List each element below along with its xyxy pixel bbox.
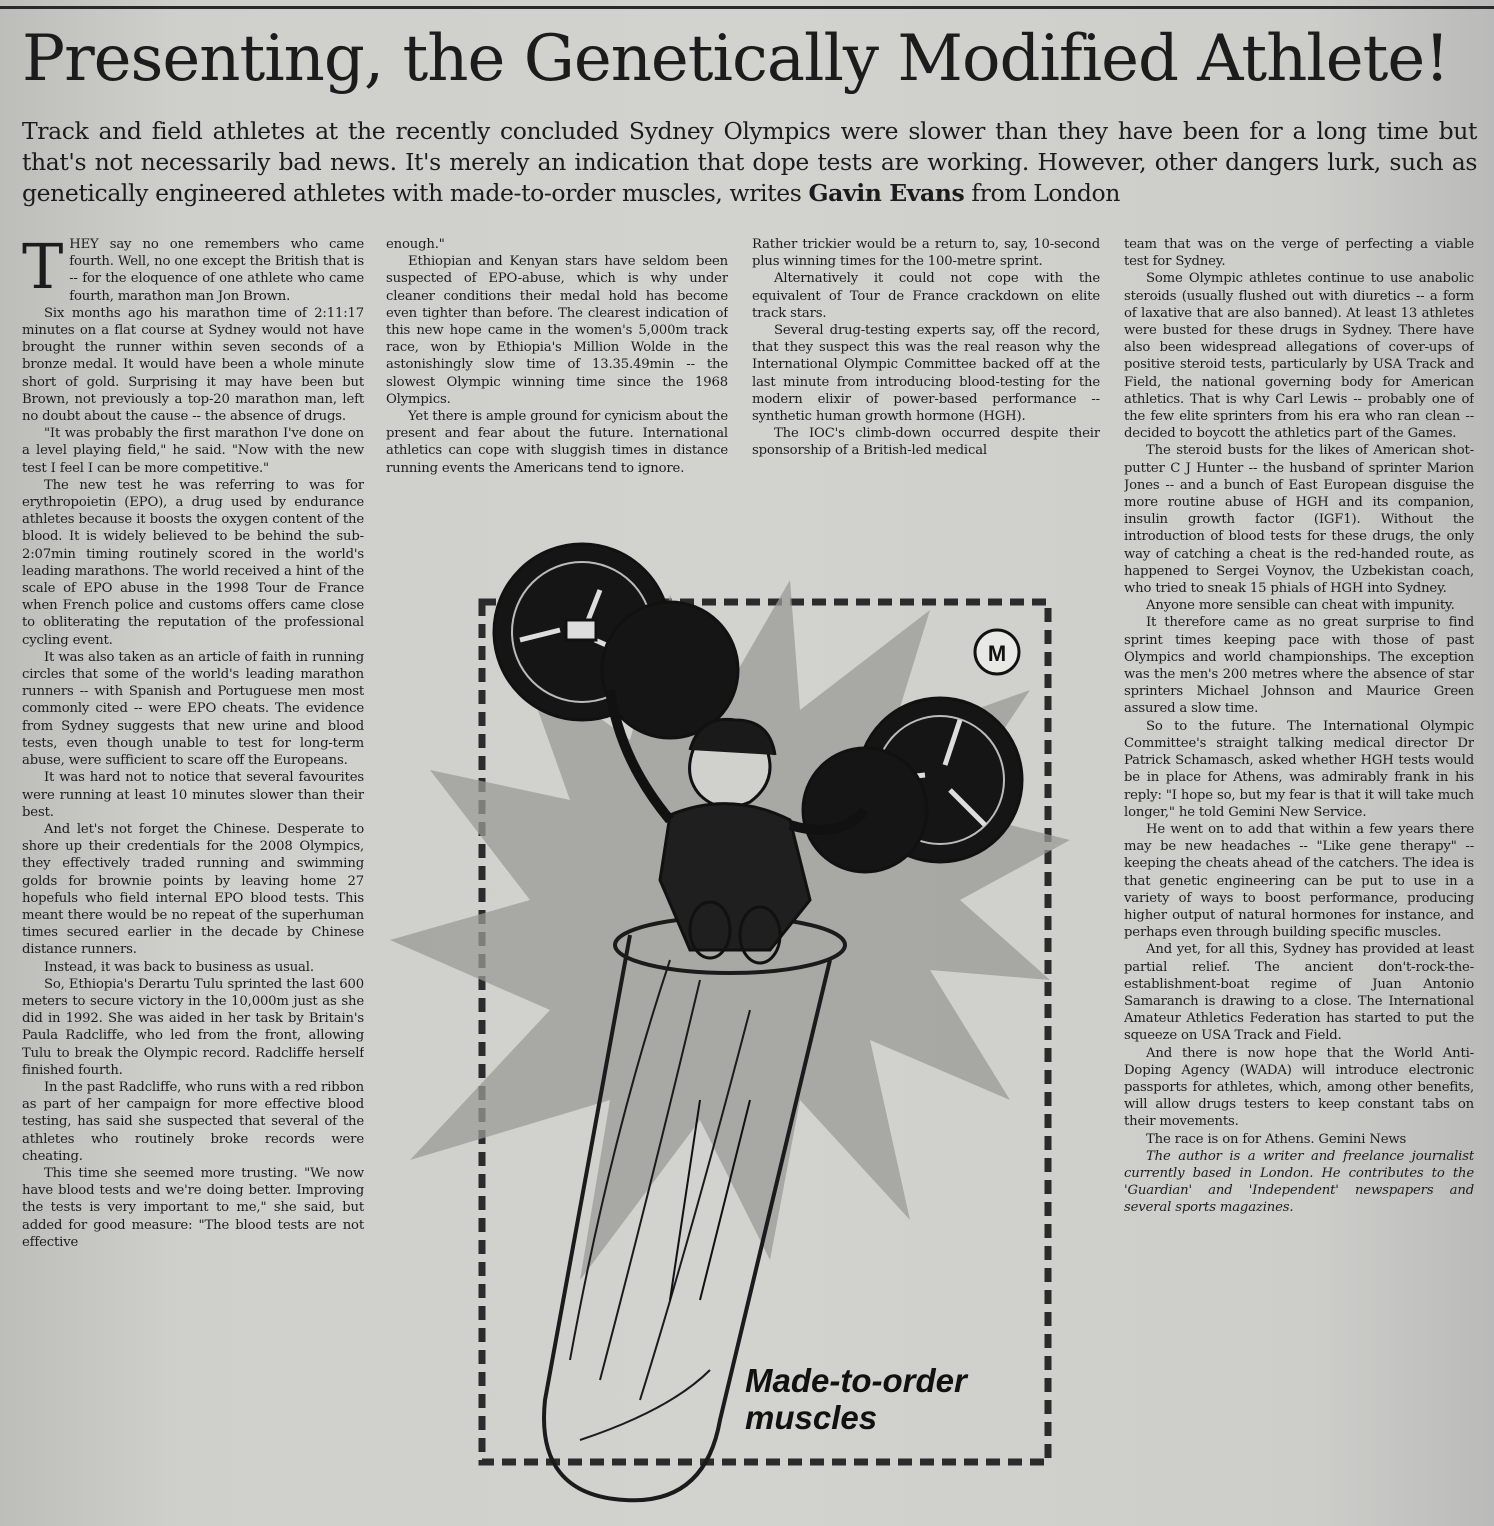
paragraph: Anyone more sensible can cheat with impunity. (1146, 598, 1455, 614)
illustration-caption (745, 1362, 1065, 1436)
paragraph: It therefore came as no great surprise to find sprint times keeping pace with those of past Olympics and world championships. The exception was the men's 200 metres where the absence of star sprinters Michael Johnson and Maurice Green assured a slow time. (1124, 615, 1474, 717)
column-1 (22, 236, 364, 1526)
top-rule (0, 6, 1494, 9)
column-2 (386, 236, 728, 536)
caption-line-1: Made-to-order (745, 1362, 967, 1399)
paragraph: And let's not forget the Chinese. Desperate to shore up their credentials for the 2008 Olympics, they effectively traded running and swimming golds for brownie points by leaving home 27 hopefuls who field internal EPO blood tests. This meant there would be no repeat of the superhuman times secured earlier in the decade by Chinese distance runners. (22, 821, 364, 958)
paragraph: Alternatively it could not cope with the equivalent of Tour de France crackdown on elite track stars. (752, 271, 1100, 321)
paragraph: Six months ago his marathon time of 2:11:17 minutes on a flat course at Sydney would not have brought the runner within seven seconds of a bronze medal. It would have been a whole minute short of gold. Surprising it may have been but Brown, not previously a top-20 marathon man, left no doubt about the cause -- the absence of drugs. (22, 305, 364, 425)
paragraph: The race is on for Athens. Gemini News (1146, 1131, 1407, 1147)
column-3 (752, 236, 1100, 536)
drop-cap: T (22, 236, 64, 303)
headline: Presenting, the Genetically Modified Athlete! (22, 22, 1449, 96)
paragraph: Ethiopian and Kenyan stars have seldom been suspected of EPO-abuse, which is why under cleaner conditions their medal hold has become even tighter than before. The clearest indication of this new hope came in the women's 5,000m track race, won by Ethiopia's Million Wolde in the astonishingly slow time of 13.35.49min -- the slowest Olympic winning time since the 1968 Olympics. (386, 254, 728, 407)
author-name: Gavin Evans (808, 179, 965, 207)
paragraph: THEY say no one remembers who came fourth. Well, no one except the British that is -- for the eloquence of one athlete who came fourth, marathon man Jon Brown. (22, 236, 364, 304)
standfirst-text: Track and field athletes at the recently concluded Sydney Olympics were slower than they have been for a long time but that's not necessarily bad news. It's merely an indication that dope tests are working. However, other dangers lurk, such as genetically engineered athletes with made-to-order muscles, writes (22, 117, 1477, 207)
paragraph: And there is now hope that the World Anti-Doping Agency (WADA) will introduce electronic passports for athletes, which, among other benefits, will allow drugs testers to keep constant tabs on their movements. (1124, 1045, 1474, 1130)
paragraph: The IOC's climb-down occurred despite their sponsorship of a British-led medical (752, 426, 1100, 459)
logo-letter: M (987, 641, 1007, 666)
standfirst (22, 116, 1477, 209)
paragraph: And yet, for all this, Sydney has provided at least partial relief. The ancient don't-rock-the-establishment-boat regime of Juan Antonio Samaranch is drawing to a close. The International Amateur Athletics Federation has started to put the squeeze on USA Track and Field. (1124, 942, 1474, 1044)
paragraph: This time she seemed more trusting. "We now have blood tests and we're doing better. Improving the tests is very important to me," she said, but added for good measure: "The blood tests are not effective (22, 1165, 364, 1250)
column-4 (1124, 236, 1474, 1526)
paragraph: team that was on the verge of perfecting a viable test for Sydney. (1124, 237, 1474, 270)
paragraph: Some Olympic athletes continue to use anabolic steroids (usually flushed out with diuretics -- a form of laxative that are also banned). At least 13 athletes were busted for these drugs in Sydney. There have also been widespread allegations of cover-ups of positive steroid tests, particularly by USA Track and Field, the national governing body for American athletics. That is why Carl Lewis -- probably one of the few elite sprinters from his era who ran clean -- decided to boycott the athletics part of the Games. (1124, 271, 1474, 442)
paragraph: The new test he was referring to was for erythropoietin (EPO), a drug used by endurance athletes because it boosts the oxygen content of the blood. It is widely believed to be behind the sub-2:07min timing routinely scored in the world's leading marathons. The world received a hint of the scale of EPO abuse in the 1998 Tour de France when French police and customs offers came close to obliterating the reputation of the professional cycling event. (22, 477, 364, 648)
paragraph: So to the future. The International Olympic Committee's straight talking medical director Dr Patrick Schamasch, asked whether HGH tests would be in place for Athens, was admirably frank in his reply: "I hope so, but my fear is that it will take much longer," he told Gemini New Service. (1124, 718, 1474, 820)
paragraph: So, Ethiopia's Derartu Tulu sprinted the last 600 meters to secure victory in the 10,000m just as she did in 1992. She was aided in her task by Britain's Paula Radcliffe, who led from the front, allowing Tulu to break the Olympic record. Radcliffe herself finished fourth. (22, 976, 364, 1078)
caption-line-2: muscles (745, 1399, 878, 1436)
standfirst-tail: from London (964, 179, 1121, 207)
paragraph: It was hard not to notice that several favourites were running at least 10 minutes slower than their best. (22, 770, 364, 820)
paragraph: It was also taken as an article of faith in running circles that some of the world's leading marathon runners -- with Spanish and Portuguese men most commonly cited -- were EPO cheats. The evidence from Sydney suggests that new urine and blood tests, even though unable to test for long-term abuse, were sufficient to scare off the Europeans. (22, 649, 364, 769)
paragraph: Instead, it was back to business as usual. (44, 959, 314, 975)
paragraph: enough." (386, 237, 445, 252)
paragraph: The author is a writer and freelance journalist currently based in London. He contributes to the 'Guardian' and 'Independent' newspapers and several sports magazines. (1124, 1148, 1474, 1216)
paragraph: "It was probably the first marathon I've done on a level playing field," he said. "Now with the new test I feel I can be more competitive." (22, 426, 364, 476)
paragraph: The steroid busts for the likes of American shot-putter C J Hunter -- the husband of sprinter Marion Jones -- and a bunch of East European disguise the more routine abuse of HGH and its companion, insulin growth factor (IGF1). Without the introduction of blood tests for these drugs, the only way of catching a cheat is the red-handed route, as happened to Sergei Voynov, the Uzbekistan coach, who tried to sneak 15 phials of HGH into Sydney. (1124, 443, 1474, 597)
paragraph: He went on to add that within a few years there may be new headaches -- "Like gene therapy" -- keeping the cheats ahead of the catchers. The idea is that genetic engineering can be put to use in a variety of ways to boost performance, producing higher output of natural hormones for instance, and perhaps even through building specific muscles. (1124, 821, 1474, 941)
paragraph: Yet there is ample ground for cynicism about the present and fear about the future. International athletics can cope with sluggish times in distance running events the Americans tend to ignore. (386, 409, 728, 476)
paragraph: Several drug-testing experts say, off the record, that they suspect this was the real reason why the International Olympic Committee backed off at the last minute from introducing blood-testing for the modern elixir of power-based performance -- synthetic human growth hormone (HGH). (752, 323, 1100, 425)
paragraph: In the past Radcliffe, who runs with a red ribbon as part of her campaign for more effective blood testing, has said she suspected that several of the athletes who routinely broke records were cheating. (22, 1079, 364, 1164)
paragraph: Rather trickier would be a return to, say, 10-second plus winning times for the 100-metre sprint. (752, 237, 1100, 270)
gemini-logo (975, 630, 1019, 674)
